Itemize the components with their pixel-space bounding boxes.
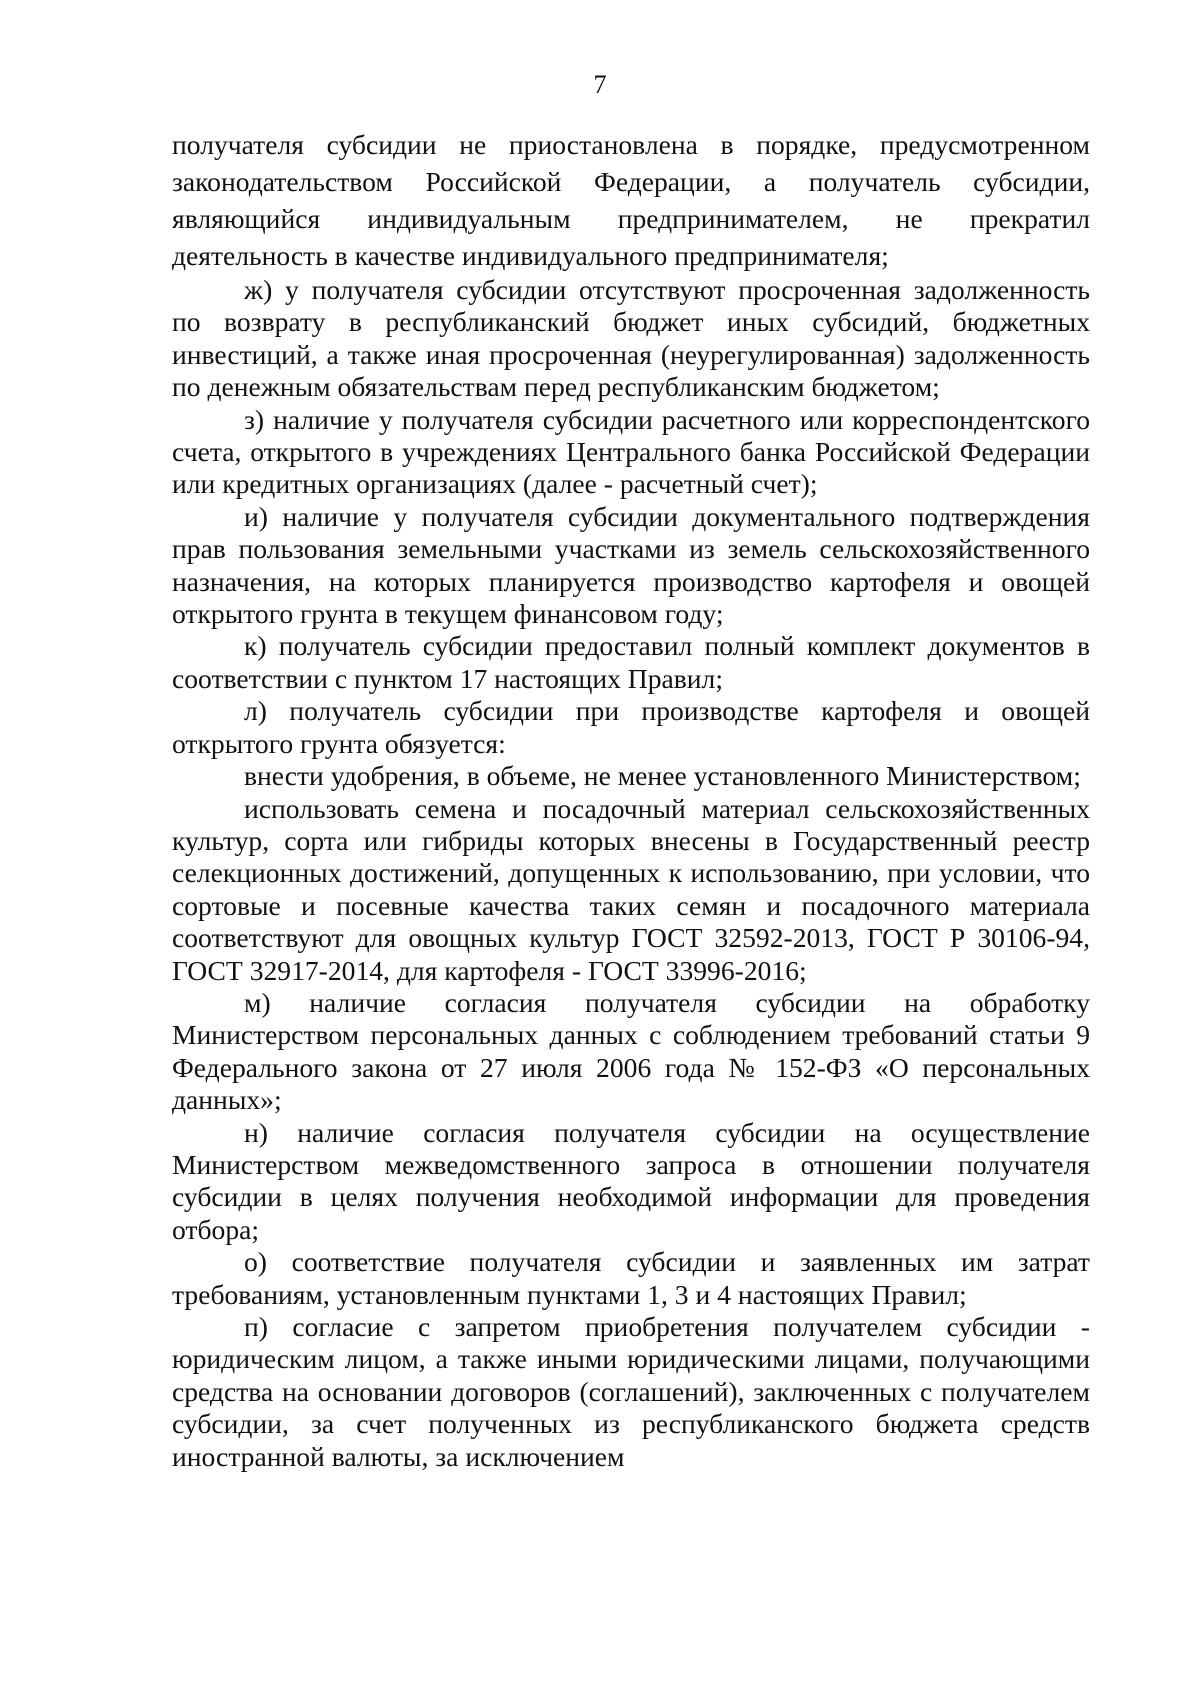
- paragraph-item-z: з) наличие у получателя субсидии расчетного или корреспондентского счета, открытого в учреждениях Центрального банка Российской Федерации или кредитных организациях (далее - расчетный счет);: [172, 403, 1090, 500]
- paragraph-item-o: о) соответствие получателя субсидии и заявленных им затрат требованиям, установленным пунктами 1, 3 и 4 настоящих Правил;: [172, 1246, 1090, 1310]
- paragraph-item-i: и) наличие у получателя субсидии документального подтверждения прав пользования земельными участками из земель сельскохозяйственного назначения, на которых планируется производство картофеля и овощей открытого грунта в текущем финансовом году;: [172, 500, 1090, 630]
- paragraph-fertilizer: внести удобрения, в объеме, не менее установленного Министерством;: [244, 760, 1081, 792]
- paragraph-item-n: н) наличие согласия получателя субсидии на осуществление Министерством межведомственного запроса в отношении получателя субсидии в целях получения необходимой информации для проведения отбора;: [172, 1116, 1090, 1245]
- document-body: [172, 126, 1090, 1473]
- paragraph-item-k: к) получатель субсидии предоставил полный комплект документов в соответствии с пунктом 17 настоящих Правил;: [172, 630, 1090, 694]
- paragraph-item-zh: ж) у получателя субсидии отсутствуют просроченная задолженность по возврату в республиканский бюджет иных субсидий, бюджетных инвестиций, а также иная просроченная (неурегулированная) задолженность по денежным обязательствам перед республиканским бюджетом;: [172, 274, 1090, 403]
- paragraph-seeds: использовать семена и посадочный материал сельскохозяйственных культур, сорта или гибриды которых внесены в Государственный реестр селекционных достижений, допущенных к использованию, при условии, что сортовые и посевные качества таких семян и посадочного материала соответствуют для овощных культур ГОСТ 32592-2013, ГОСТ Р 30106-94, ГОСТ 32917-2014, для картофеля - ГОСТ 33996-2016;: [172, 792, 1090, 986]
- paragraph-item-l: л) получатель субсидии при производстве картофеля и овощей открытого грунта обязуется:: [172, 695, 1090, 759]
- paragraph-item-p: п) согласие с запретом приобретения получателем субсидии - юридическим лицом, а также иными юридическими лицами, получающими средства на основании договоров (соглашений), заключенных с получателем субсидии, за счет полученных из республиканского бюджета средств иностранной валюты, за исключением: [172, 1311, 1090, 1472]
- paragraph-continuation: получателя субсидии не приостановлена в порядке, предусмотренном законодательством Российской Федерации, а получатель субсидии, являющийся индивидуальным предпринимателем, не прекратил деятельность в качестве индивидуального предпринимателя;: [172, 129, 1090, 271]
- paragraph-item-m: м) наличие согласия получателя субсидии на обработку Министерством персональных данных с соблюдением требований статьи 9 Федерального закона от 27 июля 2006 года № 152-ФЗ «О персональных данных»;: [172, 986, 1090, 1116]
- page-number: 7: [593, 70, 607, 99]
